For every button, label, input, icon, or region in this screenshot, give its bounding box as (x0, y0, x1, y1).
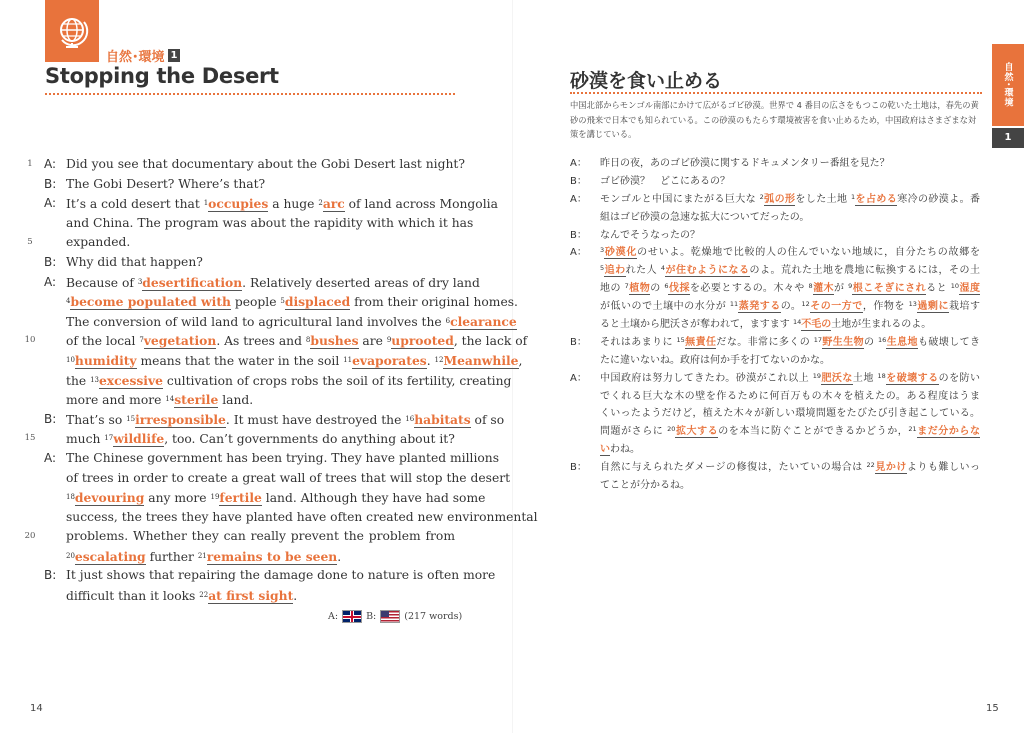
line-text (600, 388, 980, 406)
vocab-number: 18 (877, 371, 886, 380)
vocab-keyword: 野生生物 (821, 336, 865, 348)
translation-line (570, 388, 982, 406)
vocab-keyword: 不毛の (801, 319, 832, 331)
vocab-keyword: 拡大する (675, 426, 719, 438)
vocab-number: 21 (908, 425, 917, 434)
translation-line (570, 334, 982, 352)
vocab-number: 9 (848, 282, 853, 291)
vocab-keyword: remains to be seen (206, 548, 338, 564)
vocab-number: 1 (851, 192, 856, 201)
line-text (66, 527, 455, 547)
vocab-number: 14 (792, 318, 802, 327)
line-text (66, 175, 455, 195)
vocab-number: 13 (908, 300, 917, 309)
line-text (600, 441, 980, 459)
dialogue-line (22, 410, 505, 430)
vocab-number: 6 (445, 316, 451, 325)
vocab-keyword: 生息地 (886, 336, 918, 348)
vocab-number: 14 (165, 395, 175, 404)
text-run: 昨日の夜，あのゴビ砂漠に関するドキュメンタリー番組を見た？ (600, 158, 890, 169)
line-text (66, 547, 455, 568)
speaker-label: A： (570, 158, 587, 169)
vocab-keyword: 弧の形 (763, 193, 796, 205)
vocab-keyword: 伐採 (668, 283, 690, 295)
text-run: 土地 (852, 372, 878, 384)
speaker-label: B： (570, 462, 587, 474)
text-run: the (66, 373, 91, 388)
vocab-keyword: arc (322, 196, 345, 212)
vocab-number: 15 (676, 335, 685, 344)
dialogue-line (22, 233, 462, 253)
translation-line (570, 405, 982, 423)
text-run: それはあまりに (600, 336, 677, 348)
line-text (66, 351, 523, 372)
dialogue-line (22, 214, 474, 234)
text-run: よりも難しいっ (906, 462, 981, 474)
japanese-title: 砂漠を食い止める (570, 70, 723, 92)
dialogue-line (22, 566, 496, 586)
translation-line (570, 370, 982, 388)
text-run: だな。非常に多くの (716, 336, 814, 348)
japanese-title-rule (570, 92, 982, 94)
vocab-number: 10 (950, 282, 960, 291)
vocab-keyword: 追わ (604, 265, 626, 277)
text-run: from their original homes. (350, 295, 518, 310)
line-text (66, 214, 474, 234)
dialogue-line (22, 292, 518, 312)
vocab-keyword: displaced (284, 294, 351, 310)
text-run: It’s a cold desert that (66, 197, 204, 212)
dialogue-line (22, 194, 498, 214)
line-text (66, 429, 455, 450)
text-run: It just shows that repairing the damage done to nature is often more (66, 568, 496, 583)
text-run: の (864, 336, 879, 348)
line-number: 1 (27, 159, 33, 169)
vocab-keyword: sterile (174, 392, 219, 408)
text-run: のを本当に防ぐことができるかどうか， (718, 426, 909, 438)
vocab-keyword: い (600, 444, 610, 456)
text-run: の (650, 283, 665, 295)
vocab-keyword: fertile (219, 490, 262, 506)
unit-number-badge: 1 (168, 49, 181, 62)
vocab-number: 4 (660, 264, 665, 273)
vocab-keyword: 過剰に (916, 301, 949, 313)
vocab-number: 5 (600, 264, 605, 273)
dialogue-line (22, 371, 512, 391)
line-text (66, 566, 496, 586)
line-text (66, 508, 538, 528)
text-run: れた人 (625, 265, 661, 277)
credit-a-label: A: (328, 611, 339, 622)
text-run: 寒冷の砂漠よ。番 (897, 193, 981, 205)
vocab-number: 2 (759, 192, 764, 201)
line-text (66, 410, 505, 431)
line-text (600, 423, 980, 441)
line-text (66, 312, 517, 333)
line-text (66, 292, 518, 313)
vocab-keyword: 植物 (628, 283, 651, 295)
vocab-keyword: が住むようになる (664, 265, 750, 277)
side-tab-label: 自然･環境 (1002, 62, 1013, 108)
dialogue-line (22, 586, 462, 606)
vocab-keyword: clearance (450, 313, 517, 329)
line-text (600, 173, 980, 191)
text-run: わね。 (610, 444, 640, 456)
vocab-number: 20 (66, 551, 75, 560)
vocab-number: 22 (199, 591, 209, 600)
speaker-label: B: (44, 411, 57, 426)
us-flag-icon (380, 610, 400, 623)
vocab-keyword: evaporates (352, 352, 427, 368)
vocab-keyword: habitats (414, 411, 471, 427)
line-text (66, 331, 528, 352)
vocab-keyword: を占める (855, 193, 898, 205)
vocab-number: 22 (866, 461, 875, 470)
category-label: 自然･環境 (106, 50, 165, 65)
dialogue-line (22, 253, 462, 273)
text-run: and China. The program was about the rapidity with which it has (66, 215, 474, 230)
text-run: success, the trees they have planted have often created new environmental (66, 509, 538, 524)
line-text (66, 469, 511, 489)
speaker-label: A： (570, 193, 587, 205)
speaker-label: B： (570, 229, 587, 241)
speaker-label: A: (44, 157, 57, 171)
text-run: That’s so (66, 412, 127, 427)
text-run: people (230, 295, 281, 310)
side-category-tab (992, 44, 1024, 126)
text-run: でくれる巨大な木の壁を作るために何百万もの木々を植えたの。ある程度はうま (600, 390, 980, 402)
text-run: くいったようだけど，植えた木々が新しい環境問題をたびたび引き起こしている。 (600, 408, 980, 420)
text-run: of trees in order to create a great wall of trees that will stop the desert (66, 470, 511, 485)
vocab-keyword: desertification (142, 274, 243, 290)
vocab-keyword: 灌木 (812, 283, 835, 295)
vocab-number: 15 (126, 414, 136, 423)
translation-line (570, 441, 982, 459)
line-text (600, 316, 980, 334)
line-number: 5 (27, 237, 33, 248)
text-run: の。 (780, 301, 802, 313)
text-run: のを防い (938, 372, 981, 384)
translation-line (570, 459, 982, 477)
line-text (66, 194, 498, 215)
vocab-number: 3 (600, 246, 605, 255)
dialogue-line (22, 155, 465, 175)
vocab-number: 2 (318, 199, 323, 208)
page-title: Stopping the Desert (45, 64, 279, 88)
uk-flag-icon (342, 610, 362, 623)
dialogue-line (22, 508, 538, 528)
globe-icon (45, 0, 99, 62)
vocab-number: 21 (197, 551, 207, 560)
text-run: much (66, 432, 105, 447)
translation-line (570, 173, 982, 191)
translation-line (570, 477, 982, 495)
text-run: further (145, 549, 198, 564)
speaker-label: B: (44, 176, 57, 191)
speaker-label: A: (44, 196, 57, 211)
translation-line (570, 155, 982, 173)
page-number-left: 14 (30, 703, 43, 714)
text-run: たに違いないね。政府は何か手を打てないのかな。 (600, 354, 830, 366)
vocab-keyword: 見かけ (874, 462, 907, 474)
text-run: 土地が生まれるのよ。 (831, 319, 932, 331)
translation-line (570, 352, 982, 370)
text-run: てことが分かるね。 (600, 480, 690, 492)
speaker-label: B： (570, 336, 587, 348)
title-rule (45, 93, 455, 95)
text-run: のよ。荒れた土地を農地に転換するには，その土 (749, 265, 981, 277)
line-text (66, 253, 455, 273)
vocab-keyword: devouring (74, 490, 145, 506)
text-run: なんでそうなったの？ (600, 229, 700, 241)
vocab-number: 17 (104, 434, 114, 443)
dialogue-line (22, 429, 462, 449)
vocab-keyword: 砂漠化 (604, 247, 638, 259)
dialogue-line (22, 331, 528, 351)
vocab-keyword: 肥沃な (820, 372, 853, 384)
speaker-credit (328, 610, 462, 623)
vocab-number: 11 (343, 355, 353, 364)
line-number: 15 (24, 433, 36, 444)
dialogue-line (22, 312, 517, 332)
vocab-number: 7 (624, 282, 629, 291)
word-count: (217 words) (404, 611, 463, 622)
text-run: 自然に与えられたダメージの修復は，たいていの場合は (600, 462, 867, 474)
english-dialogue (22, 155, 538, 606)
line-text (600, 280, 980, 298)
translation-line (570, 191, 982, 209)
line-text (600, 405, 980, 423)
translation-line (570, 423, 982, 441)
text-run: . (293, 589, 298, 604)
text-run: 組はゴビ砂漠の急速な拡大についてだったの。 (600, 211, 810, 223)
japanese-translation (570, 155, 982, 495)
line-text (66, 371, 512, 392)
vocab-number: 19 (812, 371, 821, 380)
text-run: of the local (66, 334, 140, 349)
dialogue-line (22, 469, 511, 489)
line-text (600, 244, 980, 262)
dialogue-line (22, 175, 462, 195)
vocab-keyword: まだ分からな (916, 426, 980, 438)
vocab-number: 8 (305, 336, 311, 345)
line-text (600, 352, 980, 370)
text-run: of so (470, 412, 505, 427)
vocab-keyword: 根こそぎにされ (852, 283, 927, 295)
vocab-keyword: 湿度 (959, 283, 981, 295)
line-text (66, 488, 486, 509)
side-unit-number: 1 (992, 128, 1024, 148)
vocab-keyword: を破壊する (885, 372, 939, 384)
text-run: 地の (600, 283, 625, 295)
vocab-keyword: excessive (98, 372, 163, 388)
vocab-number: 6 (664, 282, 669, 291)
text-run: ると (926, 283, 951, 295)
unit-category (106, 46, 180, 65)
line-text (600, 298, 980, 316)
dialogue-line (22, 527, 462, 547)
text-run: difficult than it looks (66, 589, 200, 604)
line-text (600, 227, 980, 245)
intro-paragraph: 中国北部からモンゴル南部にかけて広がるゴビ砂漠。世界で 4 番目の広さをもつこの乾いた土地は，春先の黄砂の飛来で日本でも知られている。この砂漠のもたらす環境被害を食い止めるため，中国政府はさまざまな対策を講じている。 (570, 100, 979, 140)
translation-line (570, 298, 982, 316)
dialogue-line (22, 390, 462, 410)
dialogue-line (22, 488, 486, 508)
text-run: , (518, 353, 523, 368)
text-run: expanded. (66, 235, 131, 250)
vocab-number: 13 (90, 375, 99, 384)
vocab-keyword: 無責任 (684, 336, 717, 348)
text-run: Because of (66, 275, 138, 290)
translation-line (570, 209, 982, 227)
text-run: も破壊してき (917, 336, 981, 348)
line-text (66, 233, 455, 253)
vocab-keyword: vegetation (143, 333, 217, 349)
vocab-keyword: escalating (74, 548, 146, 564)
text-run: cultivation of crops robs the soil of its fertility, creating (162, 373, 512, 388)
vocab-keyword: その一方で (809, 301, 863, 313)
line-text (600, 370, 980, 388)
speaker-label: A: (44, 274, 57, 289)
text-run: が低いので土壌中の水分が (600, 301, 730, 313)
vocab-keyword: Meanwhile (443, 352, 519, 368)
line-text (600, 155, 980, 173)
translation-line (570, 227, 982, 245)
text-run: Did you see that documentary about the Gobi Desert last night? (66, 157, 465, 171)
translation-line (570, 316, 982, 334)
text-run: . (426, 353, 435, 368)
line-text (600, 477, 980, 495)
line-text (66, 586, 455, 607)
text-run: are (358, 334, 387, 349)
text-run: . It must have destroyed the (225, 412, 406, 427)
vocab-keyword: occupies (208, 196, 269, 212)
vocab-number: 16 (878, 335, 887, 344)
text-run: The conversion of wild land to agricultural land involves the (66, 314, 446, 329)
text-run: The Chinese government has been trying. They have planted millions (66, 450, 500, 465)
text-run: ると土壌から肥沃さが奪われて，ますます (600, 319, 793, 331)
line-text (600, 334, 980, 352)
text-run: any more (144, 491, 211, 506)
text-run: 中国政府は努力してきたわ。砂漠がこれ以上 (600, 372, 813, 384)
vocab-number: 5 (280, 297, 285, 306)
text-run: Why did that happen? (66, 254, 203, 269)
vocab-keyword: 蒸発する (738, 301, 781, 313)
text-run: . (337, 549, 342, 564)
text-run: . Relatively deserted areas of dry land (242, 275, 480, 290)
vocab-number: 8 (808, 282, 813, 291)
vocab-number: 10 (66, 355, 75, 364)
text-run: more and more (66, 393, 166, 408)
vocab-keyword: at first sight (208, 588, 294, 604)
text-run: 問題がさらに (600, 426, 668, 438)
speaker-label: A： (570, 372, 587, 384)
text-run: ゴビ砂漠？ どこにあるの？ (600, 175, 730, 187)
line-text (66, 273, 480, 294)
text-run: land. Although they have had some (261, 491, 486, 506)
text-run: ，作物を (862, 301, 909, 313)
text-run: をした土地 (795, 193, 852, 205)
text-run: of land across Mongolia (344, 197, 498, 212)
speaker-label: B： (570, 175, 587, 187)
translation-line (570, 244, 982, 262)
vocab-number: 20 (667, 425, 676, 434)
text-run: means that the water in the soil (136, 353, 344, 368)
text-run: land. (218, 393, 254, 408)
dialogue-line (22, 351, 523, 371)
vocab-keyword: uprooted (391, 333, 454, 349)
line-text (600, 209, 980, 227)
vocab-number: 3 (137, 277, 143, 286)
line-text (600, 191, 980, 209)
speaker-label: A： (570, 247, 587, 259)
text-run: 栽培す (948, 301, 981, 313)
vocab-number: 9 (386, 336, 392, 345)
vocab-keyword: humidity (74, 352, 137, 368)
line-text (600, 262, 980, 280)
vocab-keyword: wildlife (113, 431, 165, 447)
line-number: 10 (24, 335, 36, 346)
vocab-number: 11 (729, 300, 739, 309)
credit-b-label: B: (366, 611, 377, 622)
speaker-label: B: (44, 568, 57, 583)
vocab-number: 17 (813, 335, 822, 344)
text-run: モンゴルと中国にまたがる巨大な (600, 193, 760, 205)
vocab-number: 7 (139, 336, 144, 345)
vocab-number: 1 (203, 199, 209, 208)
vocab-keyword: bushes (310, 333, 359, 349)
vocab-number: 16 (405, 414, 415, 423)
vocab-keyword: become populated with (70, 294, 231, 310)
translation-line (570, 280, 982, 298)
text-run: The Gobi Desert? Where’s that? (66, 176, 266, 191)
speaker-label: B: (44, 254, 57, 269)
page-number-right: 15 (986, 703, 999, 714)
vocab-keyword: irresponsible (135, 411, 226, 427)
speaker-label: A: (44, 450, 57, 465)
text-run: のせいよ。乾燥地で比較的人の住んでいない地域に，自分たちの故郷を (637, 247, 981, 259)
vocab-number: 18 (66, 493, 75, 502)
line-text (66, 449, 500, 469)
line-number: 20 (24, 531, 36, 542)
line-text (66, 155, 465, 175)
text-run: を必要とするの。木々や (689, 283, 809, 295)
vocab-number: 19 (210, 493, 220, 502)
dialogue-line (22, 449, 500, 469)
vocab-number: 12 (434, 355, 444, 364)
text-run: が (834, 283, 849, 295)
text-run: problems. Whether they can really prevent the problem from (66, 529, 455, 544)
dialogue-line (22, 273, 480, 293)
text-run: . As trees and (216, 334, 306, 349)
dialogue-line (22, 547, 462, 567)
line-text (66, 390, 455, 411)
text-run: , too. Can’t governments do anything about it? (164, 432, 455, 447)
vocab-number: 4 (66, 297, 71, 306)
vocab-number: 12 (801, 300, 810, 309)
text-run: , the lack of (453, 334, 528, 349)
line-text (600, 459, 980, 477)
translation-line (570, 262, 982, 280)
text-run: a huge (268, 197, 319, 212)
